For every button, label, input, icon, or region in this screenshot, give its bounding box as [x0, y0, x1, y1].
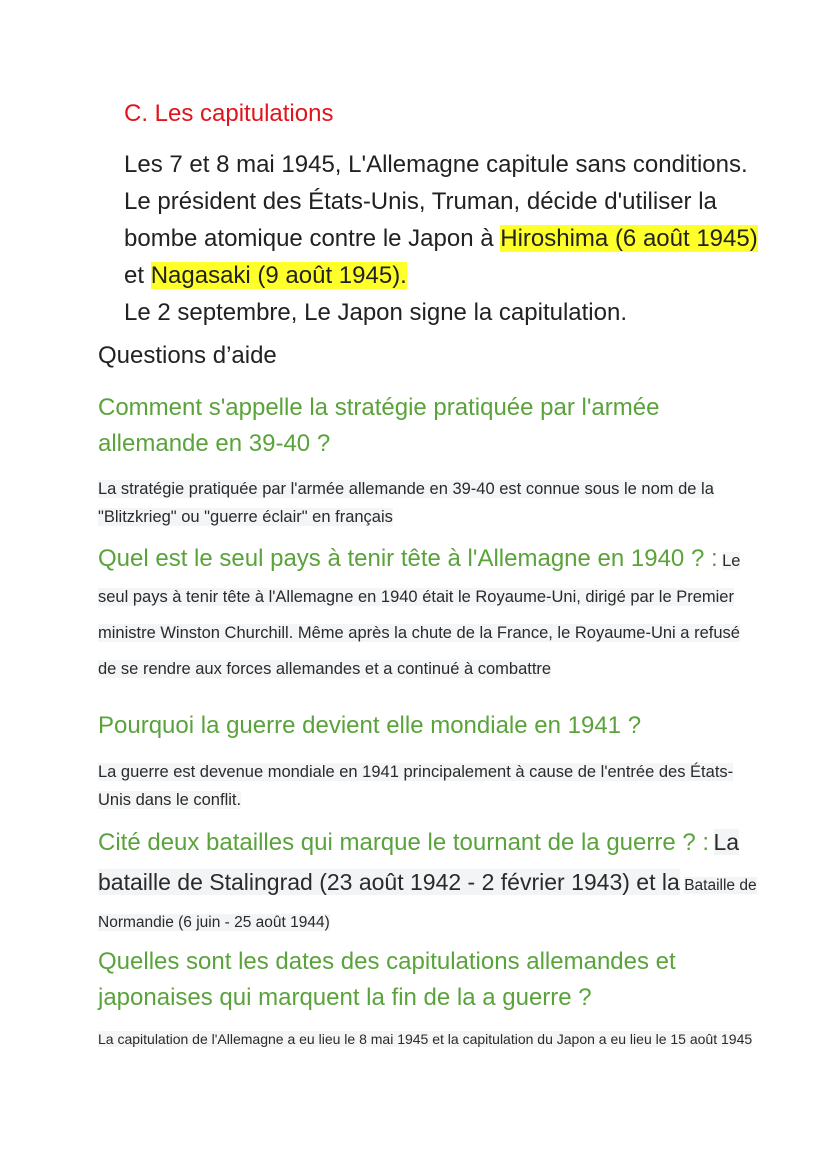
highlight-hiroshima: Hiroshima (6 août 1945)	[500, 225, 758, 252]
section-title: C. Les capitulations	[124, 100, 334, 127]
highlight-nagasaki: Nagasaki (9 août 1945).	[150, 262, 407, 289]
answer-3-text: La guerre est devenue mondiale en 1941 principalement à cause de l'entrée des États-Unis dans le conflit.	[98, 763, 734, 809]
intro-paragraph	[124, 146, 774, 331]
question-2-block	[98, 541, 758, 688]
intro-text-2: et	[124, 262, 151, 289]
answer-4-small: Bataille de Normandie (6 juin - 25 août 1944)	[98, 877, 757, 931]
question-4: Cité deux batailles qui marque le tournant de la guerre ? :	[98, 829, 710, 856]
intro-text-3: Le 2 septembre, Le Japon signe la capitulation.	[124, 299, 628, 326]
answer-5-text: La capitulation de l'Allemagne a eu lieu le 8 mai 1945 et la capitulation du Japon a eu lieu le 15 août 1945	[98, 1031, 753, 1047]
answer-4-large: La bataille de Stalingrad (23 août 1942 - 2 février 1943) et la	[98, 829, 740, 895]
question-5: Quelles sont les dates des capitulations allemandes et japonaises qui marquent la fin de la a guerre ?	[98, 948, 676, 1011]
intro-text-1: Les 7 et 8 mai 1945, L'Allemagne capitule sans conditions. Le président des États-Unis, Truman, décide d'utiliser la bombe atomique contre le Japon à	[124, 151, 748, 252]
answer-2: Le seul pays à tenir tête à l'Allemagne en 1940 était le Royaume-Uni, dirigé par le Premier ministre Winston Churchill. Même après la chute de la France, le Royaume-Uni a refusé de se rendre aux forces allemandes et a continué à combattre	[98, 552, 741, 678]
answer-1	[98, 475, 758, 531]
question-3: Pourquoi la guerre devient elle mondiale en 1941 ?	[98, 712, 642, 739]
question-1: Comment s'appelle la stratégie pratiquée par l'armée allemande en 39-40 ?	[98, 394, 660, 457]
help-heading: Questions d’aide	[98, 342, 277, 369]
answer-1-text: La stratégie pratiquée par l'armée allemande en 39-40 est connue sous le nom de la "Blitzkrieg" ou "guerre éclair" en français	[98, 480, 714, 526]
question-4-block	[98, 824, 758, 941]
question-2: Quel est le seul pays à tenir tête à l'Allemagne en 1940 ? :	[98, 545, 718, 572]
answer-5	[98, 1028, 758, 1050]
answer-3	[98, 758, 758, 814]
